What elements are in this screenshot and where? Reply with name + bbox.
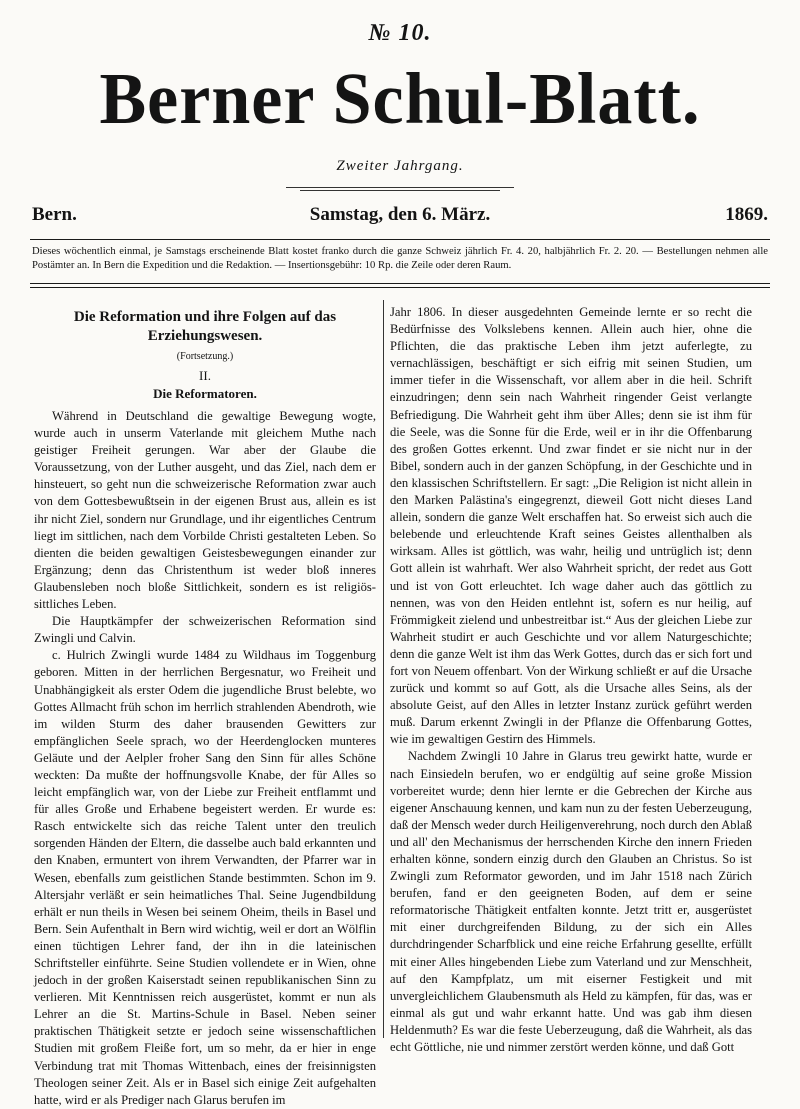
paragraph: Die Hauptkämpfer der schweizerischen Reformation sind Zwingli und Calvin. — [34, 614, 376, 646]
dateline-place: Bern. — [32, 204, 77, 225]
subscription-notice: Dieses wöchentlich einmal, je Samstags erscheinende Blatt kostet franko durch die ganze Schweiz jährlich Fr. 4. 20, halbjährlich Fr. 2. 20. — Bestellungen nehmen alle Postämter an. In Bern die Expedition und die Redaktion. — Insertionsgebühr: 10 Rp. die Zeile oder deren Raum. — [32, 246, 768, 271]
dateline-date: Samstag, den 6. März. — [309, 204, 491, 225]
dateline-year: 1869. — [725, 204, 768, 225]
masthead-title: Berner Schul-Blatt. — [99, 59, 701, 140]
section-title: Die Reformatoren. — [153, 386, 257, 401]
continuation-note: (Fortsetzung.) — [176, 351, 234, 362]
paragraph: Nachdem Zwingli 10 Jahre in Glarus treu gewirkt hatte, wurde er nach Einsiedeln berufen, wo er endgültig auf seine große Mission vorbereitet wurde; denn hier lernte er die Gebrechen der Kirche aus eigener Anschauung kennen, und kam nun zu der festen Ueberzeugung, daß der Mensch weder durch Heiligenverehrung, noch durch den Ablaß und all' den Mechanismus der herrschenden Kirche den innern Frieden erhalten könne, sondern einzig durch den Glauben an Christus. So ist Zwingli zum Reformator geworden, und im Jahr 1518 nach Zürich berufen, fand er den geeigneten Boden, auf dem er seine reformatorische Thätigkeit entfalten konnte. Jetzt tritt er, ausgerüstet mit einer durchgreifenden Bildung, zu der sich ein Alles durchdringender Scharfblick und eine reiche Erfahrung gesellte, erfüllt mit einer Alles hingebenden Liebe zum Vaterland und zur Menschheit, auf den Kampfplatz, um mit eiserner Festigkeit und mit unvergleichlichem Glaubensmuth als Held zu kämpfen, für das, was er einmal als gut und wahr erkannt hatte. Und was gab ihm diesen Heldenmuth? Es war die feste Ueberzeugung, daß die Wahrheit, als das echt Göttliche, nie und nimmer zerstört werden könne, und daß Gott — [390, 749, 752, 1055]
dateline — [32, 204, 768, 230]
ornamental-rule — [300, 190, 500, 191]
article-title: Die Reformation und ihre Folgen auf das Erziehungswesen. — [73, 309, 337, 344]
section-number: II. — [199, 368, 211, 383]
issue-number: № 10. — [368, 20, 432, 46]
ornamental-rule — [286, 187, 514, 188]
column-divider — [383, 300, 384, 1038]
paragraph: Jahr 1806. In dieser ausgedehnten Gemeinde lernte er so recht die Bedürfnisse des Volkslebens kennen. Allein auch hier, ohne die Pflichten, die das praktische Leben ihm jetzt auferlegte, zu vernachlässigen, beschäftigt er sich eifrig mit seinen Studien, um immer tiefer in die Wissenschaft, vor allem aber in die heil. Schrift einzudringen; denn sein nach Wahrheit ringender Geist verlangte Befriedigung. Die Wahrheit geht ihm über Alles; denn sie ist ihm für die Seele, was die Sonne für die Erde, weil er in ihr die Offenbarung des großen Gottes erkennt. Und zwar findet er sie nicht nur in der Bibel, sondern auch in der ganzen Schöpfung, in der Geschichte und in den klassischen Schriftstellern. Er sagt: „Die Religion ist nicht allein in den Marken Palästina's eingegrenzt, dieweil Gott nicht dieses Land allein, sondern die ganze Welt erschaffen hat. So erweist sich auch die belebende und erleuchtende Kraft seines Geistes allenthalben als wirksam. Alles ist göttlich, was wahr, heilig und untrüglich ist; denn Gott allein ist wahrhaft. Wer also Wahrheit spricht, der redet aus Gott und ist von Gott erleuchtet. Ich wage daher auch das göttlich zu nennen, was von den Heiden entlehnt ist, sofern es nur heilig, auf Frömmigkeit zielend und unbestreitbar ist.“ Aus der gleichen Liebe zur Wahrheit studirt er auch Geschichte und vor allem Naturgeschichte; denn die ganze Welt ist ihm das Werk Gottes, durch das er sich fort und fort von Neuem offenbart. Von der Wirkung schließt er auf die Ursache zurück und kommt so auf Gott, als die Ursache alles Seins, als der absolute Geist, auf den Alles in letzter Instanz zurück geführt werden muß. Darum erkennt Zwingli in der Pflanze die Offenbarung Gottes, wie im gewaltigen Gestirn des Himmels. — [390, 305, 752, 747]
volume-subtitle: Zweiter Jahrgang. — [336, 158, 464, 174]
left-column — [34, 300, 376, 1107]
paragraph: Während in Deutschland die gewaltige Bewegung wogte, wurde auch in unserm Vaterlande mit gleichem Muthe nach geistiger Freiheit gerungen. War aber der Glaube die Voraussetzung, von der Luther ausgeht, und das Ziel, nach dem er hinsteuert, so geht nun die schweizerische Reformation zwar auch von dem Gottesbewußtsein in der eigenen Brust aus, allein es ist ihr nicht Ziel, sondern nur Grundlage, und ihr eigentliches Centrum liegt im sittlichen, nach dem Vorbilde Christi gestalteten Leben. So dienten die beiden gewaltigen Geistesbewegungen einander zur Ergänzung; denn das Christenthum ist weder bloß inneres Glaubensleben noch bloße Sittlichkeit, sondern es ist religiös-sittliches Leben. — [34, 409, 376, 612]
divider — [30, 287, 770, 288]
paragraph: c. Hulrich Zwingli wurde 1484 zu Wildhaus im Toggenburg geboren. Mitten in der herrlichen Bergesnatur, wo Freiheit und Unabhängigkeit als erster Odem die jugendliche Brust belebte, wo Gottes Allmacht früh schon im herrlich strahlenden Abendroth, wie im wilden Sturm des daher brausenden Gewitters zur empfänglichen Seele sprach, wo der Heerdenglocken munteres Geläute und der Aelpler froher Sang den Sinn für alles Schöne weckten: Da mußte der hoffnungsvolle Knabe, der für Alles so leicht empfänglich war, von der Liebe zur Freiheit entflammt und für alles Große und Erhabene begeistert werden. Er wurde es: Rasch entwickelte sich das reiche Talent unter den treulich sorgenden Händen der Eltern, die dasselbe auch bald erkannten und den Knaben, ermuntert von ihrem Verwandten, der Pfarrer war in Wesen, ebenfalls zum geistlichen Stande bestimmten. Schon im 9. Altersjahr verläßt er sein heimatliches Thal. Seine Jugendbildung erhält er nun theils in Wesen bei seinem Oheim, theils in Basel und Bern. Sein Aufenthalt in Bern wird wichtig, weil er dort an Wölflin einen tüchtigen Lehrer fand, der ihn in die lateinischen Schriftsteller einführte. Seine Studien vollendete er in Wien, ohne jedoch in der großen Kaiserstadt seinen republikanischen Sinn zu verlieren. Mit Kenntnissen reich ausgerüstet, kommt er nun als Lehrer an die St. Martins-Schule in Basel. Neben seiner praktischen Thätigkeit setzte er jedoch seine wissenschaftlichen Studien mit großem Fleiße fort, um so mehr, da er hier in enge Verbindung trat mit Thomas Wittenbach, eines der freisinnigsten Theologen seiner Zeit. Als er in Basel sich einige Zeit aufgehalten hatte, wird er als Prediger nach Glarus berufen im — [34, 648, 376, 1107]
right-column — [390, 304, 752, 1084]
divider — [30, 239, 770, 240]
divider — [30, 283, 770, 284]
